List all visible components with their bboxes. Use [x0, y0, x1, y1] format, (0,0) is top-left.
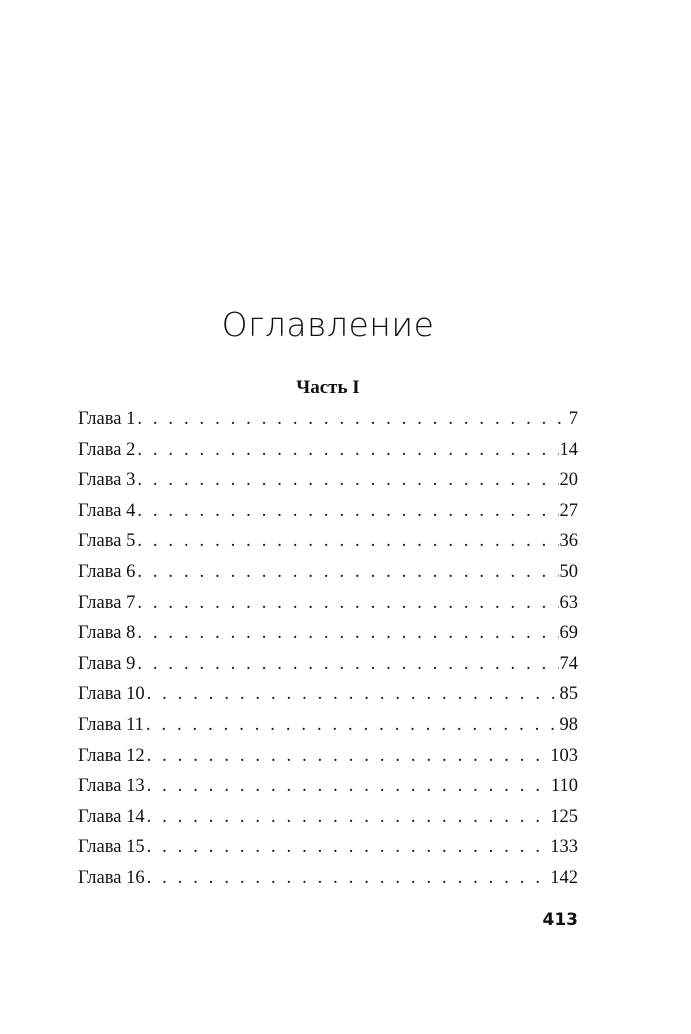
toc-entry-label: Глава 2: [78, 439, 136, 460]
toc-entry: [78, 588, 578, 619]
dot-leader: [137, 496, 558, 527]
toc-entry-label: Глава 7: [78, 592, 136, 613]
toc-entry: [78, 496, 578, 527]
toc-entry-page: 125: [550, 806, 578, 827]
toc-entry: [78, 863, 578, 894]
toc-entry: [78, 465, 578, 496]
toc-entry-page: 50: [559, 561, 578, 582]
dot-leader: [137, 465, 558, 496]
toc-entry: [78, 435, 578, 466]
toc-entry-page: 103: [550, 745, 578, 766]
dot-leader: [147, 679, 559, 710]
dot-leader: [137, 404, 567, 435]
toc-entry-page: 69: [559, 623, 578, 644]
dot-leader: [147, 802, 550, 833]
toc-entry-page: 98: [559, 714, 578, 735]
dot-leader: [137, 618, 558, 649]
toc-entry-label: Глава 5: [78, 531, 136, 552]
toc-entry-page: 74: [559, 653, 578, 674]
dot-leader: [147, 741, 550, 772]
toc-entry-label: Глава 6: [78, 561, 136, 582]
toc-entry: [78, 618, 578, 649]
toc-entry-label: Глава 15: [78, 837, 145, 858]
dot-leader: [147, 832, 550, 863]
toc-entry-label: Глава 14: [78, 806, 145, 827]
part-heading: Часть I: [296, 377, 360, 398]
toc-entry-label: Глава 1: [78, 409, 136, 429]
page-number: 413: [542, 910, 578, 930]
toc-entry-page: 36: [559, 531, 578, 552]
toc-entry: [78, 710, 578, 741]
toc-entry-page: 110: [550, 776, 578, 797]
dot-leader: [137, 649, 558, 680]
dot-leader: [137, 557, 558, 588]
toc-entry-page: 7: [568, 409, 578, 429]
dot-leader: [147, 863, 550, 894]
toc-entry: [78, 404, 578, 435]
toc-entry: [78, 649, 578, 680]
toc-entry-label: Глава 8: [78, 623, 136, 644]
toc-entry: [78, 557, 578, 588]
dot-leader: [147, 771, 550, 802]
toc-entry: [78, 679, 578, 710]
toc-entry-label: Глава 12: [78, 745, 145, 766]
page-title: Оглавление: [221, 305, 435, 344]
toc-entry: [78, 771, 578, 802]
toc-entry-label: Глава 9: [78, 653, 136, 674]
toc-entry-label: Глава 10: [78, 684, 145, 705]
toc-entry: [78, 741, 578, 772]
toc-entry-page: 133: [550, 837, 578, 858]
dot-leader: [137, 588, 558, 619]
toc-entry-label: Глава 3: [78, 470, 136, 491]
dot-leader: [146, 710, 559, 741]
toc-entry-page: 27: [559, 500, 578, 521]
toc-entry-page: 14: [559, 439, 578, 460]
toc-entry-label: Глава 11: [78, 714, 144, 735]
toc-entry-page: 85: [559, 684, 578, 705]
toc-entry-label: Глава 13: [78, 776, 145, 797]
toc-entry: [78, 526, 578, 557]
table-of-contents: [78, 404, 578, 894]
toc-entry: [78, 832, 578, 863]
toc-entry-page: 20: [559, 470, 578, 491]
toc-entry: [78, 802, 578, 833]
dot-leader: [137, 435, 558, 466]
toc-entry-page: 142: [550, 867, 578, 888]
toc-entry-label: Глава 16: [78, 867, 145, 888]
dot-leader: [137, 526, 558, 557]
toc-entry-label: Глава 4: [78, 500, 136, 521]
toc-entry-page: 63: [559, 592, 578, 613]
